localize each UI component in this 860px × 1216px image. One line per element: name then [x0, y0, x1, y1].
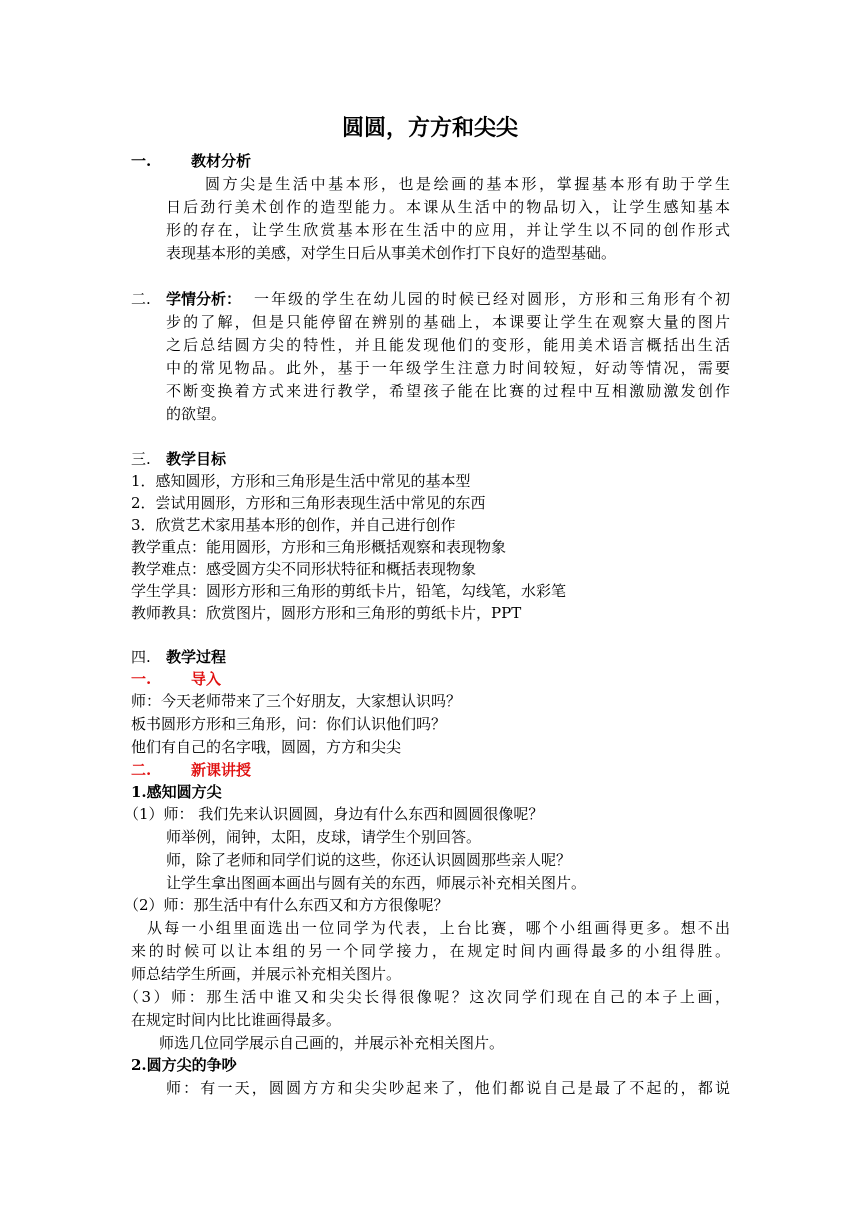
subsection-1-heading: 导入: [191, 670, 222, 688]
section-2-line-1: 一年级的学生在幼儿园的时候已经对圆形，方形和三角形有个初: [254, 290, 730, 308]
section-2-heading: 学情分析：: [166, 290, 242, 308]
q1-line-2: 师举例，闹钟，太阳，皮球，请学生个别回答。: [166, 828, 482, 846]
goal-2: 2．尝试用圆形，方形和三角形表现生活中常见的东西: [131, 494, 486, 512]
section-2-line-3: 之后总结圆方尖的特性，并且能发现他们的变形，能用美术语言概括出生活: [166, 336, 730, 354]
part-1-heading: 1.感知圆方尖: [131, 783, 222, 801]
section-2-line-6: 的欲望。: [166, 405, 227, 423]
goal-3: 3．欣赏艺术家用基本形的创作，并自己进行创作: [131, 516, 456, 534]
q2-line-2: 从每一小组里面选出一位同学为代表，上台比赛，哪个小组画得更多。想不出: [147, 919, 730, 937]
section-3-number: 三.: [131, 450, 151, 468]
section-2-line-4: 中的常见物品。此外，基于一年级学生注意力时间较短，好动等情况，需要: [166, 359, 730, 377]
section-3-heading: 教学目标: [166, 450, 227, 468]
q1-line-3: 师，除了老师和同学们说的这些，你还认识圆圆那些亲人呢？: [166, 851, 572, 869]
part-2-heading: 2.圆方尖的争吵: [131, 1056, 237, 1074]
intro-line-2: 板书圆形方形和三角形，问：你们认识他们吗？: [131, 715, 447, 733]
goal-1: 1．感知圆形，方形和三角形是生活中常见的基本型: [131, 472, 471, 490]
intro-line-1: 师：今天老师带来了三个好朋友，大家想认识吗？: [131, 692, 462, 710]
intro-line-3: 他们有自己的名字哦，圆圆，方方和尖尖: [131, 738, 402, 756]
section-4-number: 四.: [131, 648, 151, 666]
teaching-difficulty: 教学难点：感受圆方尖不同形状特征和概括表现物象: [131, 560, 477, 578]
q2-line-4: 师总结学生所画，并展示补充相关图片。: [131, 965, 402, 983]
q2-line-1: （2）师：那生活中有什么东西又和方方很像呢？: [124, 896, 449, 914]
section-2-line-2: 步的了解，但是只能停留在辨别的基础上，本课要让学生在观察大量的图片: [166, 313, 730, 331]
q3-line-3: 师选几位同学展示自己画的，并展示补充相关图片。: [159, 1034, 505, 1052]
subsection-2-heading: 新课讲授: [191, 761, 252, 779]
section-1-number: 一.: [131, 152, 152, 170]
teaching-focus: 教学重点：能用圆形，方形和三角形概括观察和表现物象: [131, 538, 507, 556]
section-2-number: 二.: [131, 290, 151, 308]
q3-line-2: 在规定时间内比比谁画得最多。: [131, 1011, 342, 1029]
q3-line-1: （3）师：那生活中谁又和尖尖长得很像呢？这次同学们现在自己的本子上画，: [124, 988, 730, 1006]
q1-line-4: 让学生拿出图画本画出与圆有关的东西，师展示补充相关图片。: [166, 874, 587, 892]
teacher-tools: 教师教具：欣赏图片，圆形方形和三角形的剪纸卡片，PPT: [131, 604, 522, 622]
section-1-line-4: 表现基本形的美感，对学生日后从事美术创作打下良好的造型基础。: [166, 244, 617, 262]
section-1-line-2: 日后劲行美术创作的造型能力。本课从生活中的物品切入，让学生感知基本: [166, 198, 730, 216]
section-1-heading: 教材分析: [191, 152, 252, 170]
section-4-heading: 教学过程: [166, 648, 227, 666]
subsection-2-number: 二.: [131, 761, 152, 779]
part-2-line-1: 师：有一天，圆圆方方和尖尖吵起来了，他们都说自己是最了不起的，都说: [166, 1079, 730, 1097]
document-title: 圆圆，方方和尖尖: [341, 115, 518, 141]
subsection-1-number: 一.: [131, 670, 152, 688]
section-1-line-3: 形的存在，让学生欣赏基本形在生活中的应用，并让学生以不同的创作形式: [166, 221, 730, 239]
section-1-line-1: 圆方尖是生活中基本形，也是绘画的基本形，掌握基本形有助于学生: [205, 175, 730, 193]
q2-line-3: 来的时候可以让本组的另一个同学接力，在规定时间内画得最多的小组得胜。: [131, 942, 730, 960]
q1-line-1: （1）师： 我们先来认识圆圆，身边有什么东西和圆圆很像呢？: [124, 805, 544, 823]
student-tools: 学生学具：圆形方形和三角形的剪纸卡片，铅笔，勾线笔，水彩笔: [131, 582, 567, 600]
section-2-line-5: 不断变换着方式来进行教学，希望孩子能在比赛的过程中互相激励激发创作: [166, 382, 730, 400]
